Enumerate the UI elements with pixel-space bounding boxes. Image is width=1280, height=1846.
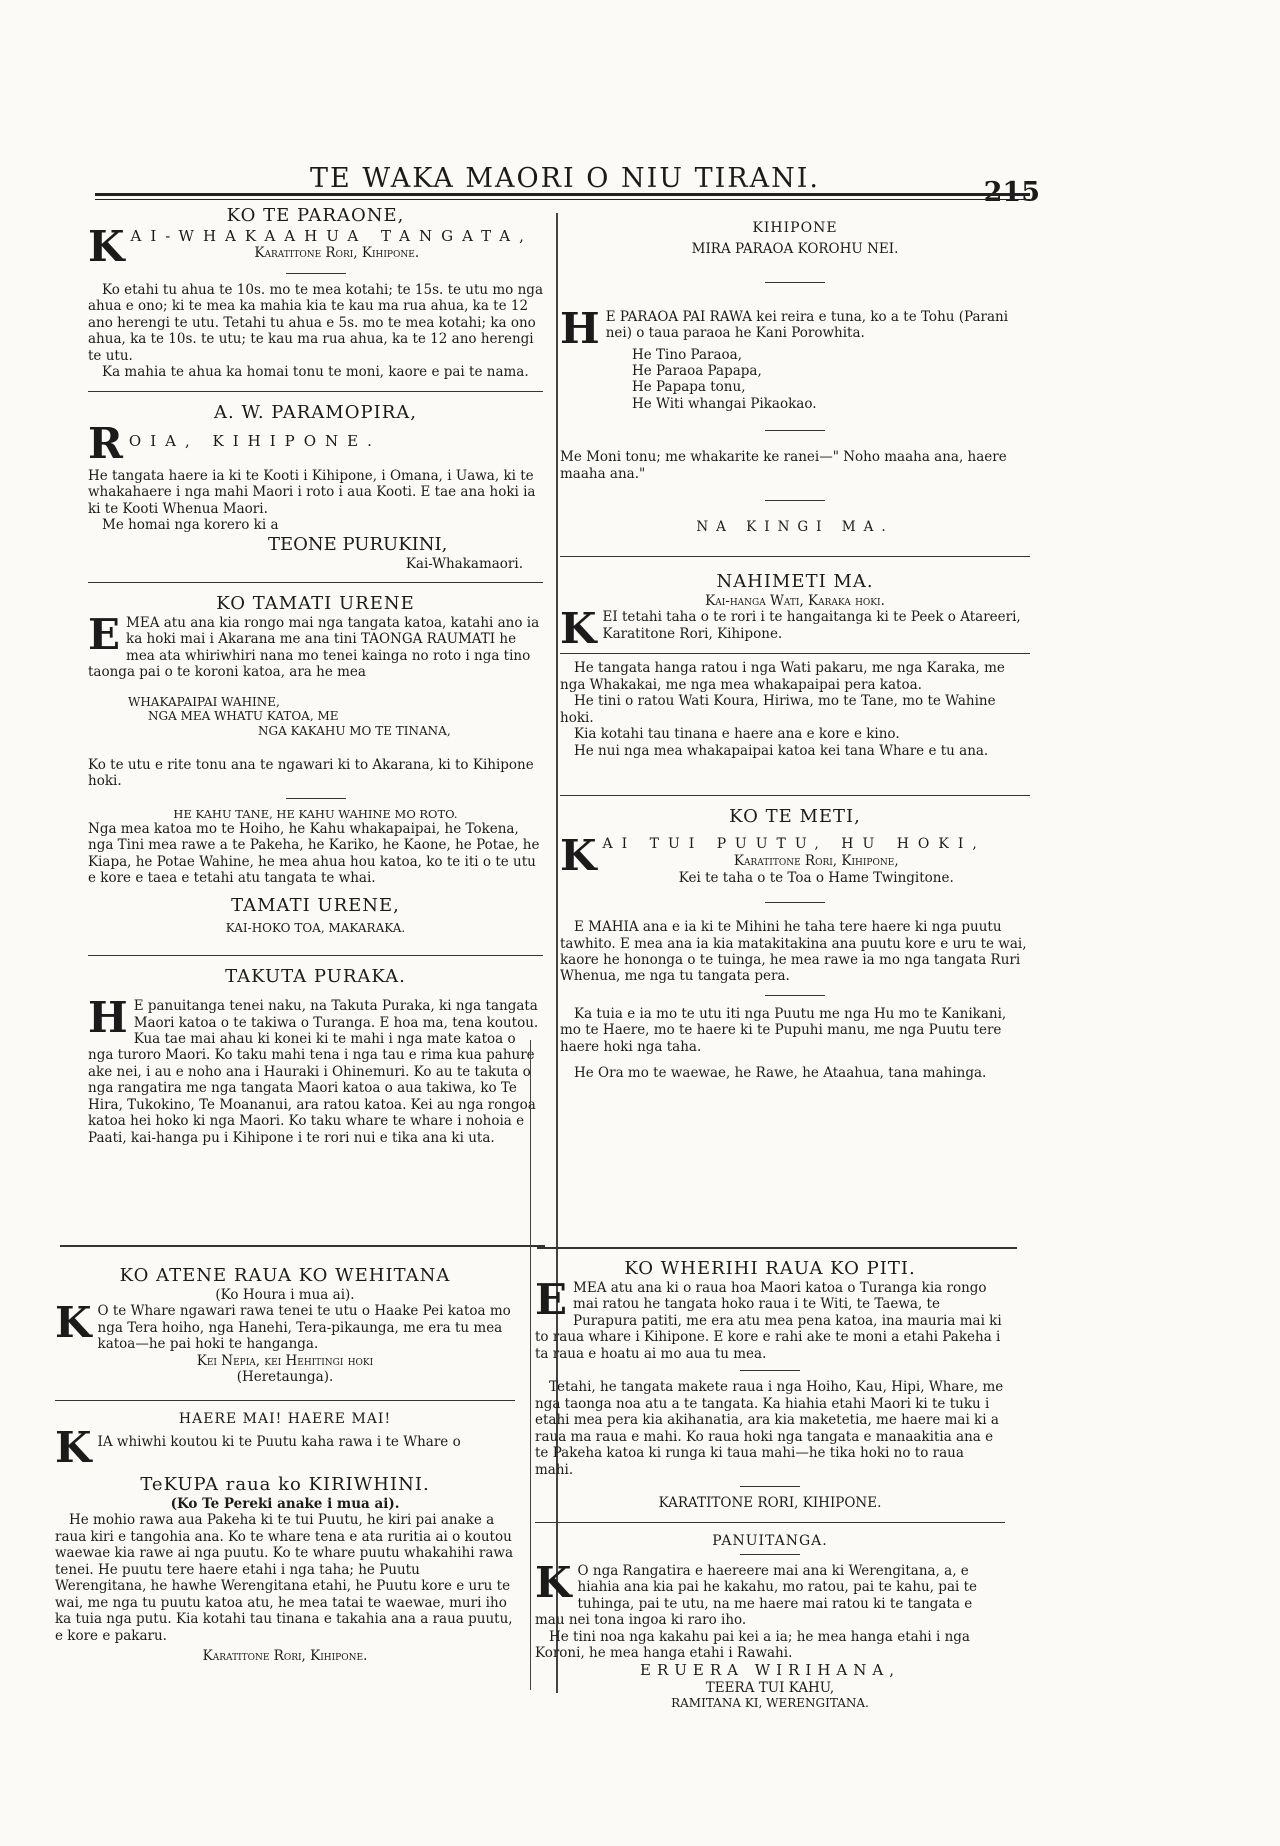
drop-cap: E (88, 614, 121, 659)
ad-heading: KO TAMATI URENE (216, 593, 415, 615)
list-item: He Paraoa Papapa, (632, 363, 762, 380)
ad-place: KARATITONE RORI, KIHIPONE. (658, 1495, 882, 1512)
ad-subline: OIA, KIHIPONE. (128, 431, 381, 450)
ad-heading: HAERE MAI! HAERE MAI! (178, 1410, 392, 1427)
ad-subheading: (Ko Te Pereki anake i mua ai). (170, 1495, 400, 1512)
flour-list (560, 347, 1030, 413)
drop-cap: K (55, 1303, 92, 1348)
ad-place: Kei Nepia, kei Hehitingi hoki (196, 1352, 374, 1369)
section-rule (88, 391, 543, 392)
ad-body: He tini o ratou Wati Koura, Hiriwa, mo te Tane, mo te Wahine hoki. (560, 693, 996, 726)
ad-signer: NA KINGI MA. (696, 519, 894, 536)
ad-body: He tini noa nga kakahu pai kei a ia; he mea hanga etahi i nga Koroni, he mea hanga etahi i Rawahi. (535, 1628, 970, 1661)
short-rule (286, 798, 346, 799)
ad-place: RAMITANA KI, WERENGITANA. (671, 1696, 869, 1711)
ad-body: MEA atu ana kia rongo mai nga tangata katoa, katahi ano ia ka hoki mai i Akarana me ana tini TAONGA RAUMATI he mea ata whiriwhiri nana mo tenei kainga no roto i nga tino taonga pai o te koroni katoa, ara he mea (88, 614, 540, 681)
lower-right-column (535, 1258, 1005, 1721)
ad-body: Ka mahia te ahua ka homai tonu te moni, kaore e pai te nama. (102, 364, 529, 381)
section-rule (88, 955, 543, 956)
ad-signer-role: Kai-Whakamaori. (405, 555, 523, 572)
ad-body: He Ora mo te waewae, he Rawe, he Ataahua, tana mahinga. (574, 1065, 987, 1082)
ad-paramopira (88, 402, 543, 583)
drop-cap: K (560, 609, 597, 648)
ad-body: Ka tuia e ia mo te utu iti nga Puutu me nga Hu mo te Kanikani, mo te Haere, mo te haere ki te Pupuhi manu, me nga Puutu tere haere hoki nga taha. (560, 1005, 1007, 1055)
drop-cap: R (88, 423, 123, 462)
drop-cap: H (560, 308, 600, 347)
ad-heading: A. W. PARAMOPIRA, (214, 401, 417, 423)
ad-panui (535, 1533, 1005, 1711)
ad-urene (88, 593, 543, 956)
drop-cap: K (88, 226, 125, 265)
ad-signer: TEONE PURUKINI, (268, 533, 448, 555)
header-rule-thin (95, 199, 1030, 200)
ad-puraka (88, 966, 543, 1146)
ad-list-item: WHAKAPAIPAI WAHINE, (128, 694, 280, 709)
drop-cap: K (535, 1562, 572, 1607)
short-rule (740, 1554, 800, 1555)
ad-werihi (535, 1258, 1005, 1523)
section-rule (60, 1245, 545, 1247)
ad-address: Karatitone Rori, Kihipone. (254, 245, 420, 262)
ad-heading: NAHIMETI MA. (716, 570, 874, 592)
ad-body: EI tetahi taha o te rori i te hangaitanga ki te Peek o Atareeri, Karatitone Rori, Kihipone. (602, 609, 1021, 642)
drop-cap: E (535, 1279, 568, 1324)
section-rule (55, 1400, 515, 1401)
short-rule (765, 500, 825, 501)
ad-signer-role: TEERA TUI KAHU, (705, 1679, 835, 1696)
ad-place: Karatitone Rori, Kihipone. (202, 1648, 368, 1665)
ad-signer: TeKUPA raua ko KIRIWHINI. (140, 1473, 430, 1495)
ad-heading: KO WHERIHI RAUA KO PITI. (624, 1258, 916, 1279)
drop-cap: H (88, 998, 128, 1043)
ad-kupa (55, 1411, 515, 1665)
short-rule (740, 1486, 800, 1487)
ad-subheading: (Ko Houra i mua ai). (215, 1286, 355, 1303)
lower-left-column (55, 1265, 515, 1674)
ad-list-item: NGA MEA WHATU KATOA, ME (148, 709, 339, 724)
newspaper-title: TE WAKA MAORI O NIU TIRANI. (310, 163, 820, 194)
drop-cap: K (55, 1427, 92, 1466)
ad-body: E panuitanga tenei naku, na Takuta Puraka, ki nga tangata Maori katoa o te takiwa o Turanga. E hoa ma, tena koutou. Kua tae mai ahau ki konei ki te mahi i nga mate katoa o nga turoro Maori. Ko taku mahi tena i nga tau e rima kua pahure ake nei, i au e noho ana i Hauraki i Ohinemuri. Ko au te takuta o nga rangatira me nga tangata Maori katoa o aua takiwa, ko Te Hira, Tukokino, Te Moananui, ara ratou katoa. Kei au nga rongoa katoa hei hoko ki nga Maori. Ko taku whare te whare i nohoia e Paati, kai-hanga pu i Kihipone i te rori nui e tika ana ki uta. (88, 998, 539, 1146)
section-rule (560, 653, 1030, 654)
ad-body: Ko te utu e rite tonu ana te ngawari ki to Akarana, ki to Kihipone hoki. (88, 756, 534, 790)
section-rule (560, 556, 1030, 557)
page-number: 215 (983, 177, 1040, 208)
column-divider-lower (530, 1040, 531, 1690)
header-rule (95, 193, 1030, 196)
ad-body: O te Whare ngawari rawa tenei te utu o Haake Pei katoa mo nga Tera hoiho, nga Hanehi, Tera-pikaunga, me era tu mea katoa—he pai hoki te hanganga. (97, 1303, 511, 1353)
ad-heading: KO TE METI, (729, 806, 861, 828)
list-item: He Witi whangai Pikaokao. (632, 395, 817, 412)
ad-subline: AI-WHAKAAHUA TANGATA, (130, 226, 533, 245)
ad-address: Kei te taha o te Toa o Hame Twingitone. (678, 869, 954, 886)
short-rule (765, 430, 825, 431)
ad-body: IA whiwhi koutou ki te Puutu kaha rawa i te Whare o (97, 1433, 461, 1450)
ad-body: E PARAOA PAI RAWA kei reira e tuna, ko a te Tohu (Parani nei) o taua paraoa he Kani Porowhita. (605, 308, 1009, 342)
ad-heading: PANUITANGA. (712, 1532, 828, 1549)
ad-body: Tetahi, he tangata makete raua i nga Hoiho, Kau, Hipi, Whare, me nga taonga noa atu a te tangata. Ka hiahia etahi Maori ki te tuku i etahi mea pera kia akihanatia, ara kia maketetia, me haere mai ki a raua ma raua e mahi. Ko raua hoki nga tangata e manaakitia ana e te Pakeha katoa ki runga ki taua mahi—he tika hoki no to raua mahi. (535, 1379, 1004, 1478)
section-rule (537, 1247, 1017, 1249)
ad-meti (560, 806, 1030, 1082)
left-column (88, 205, 543, 1156)
ad-body: He nui nga mea whakapaipai katoa kei tana Whare e tu ana. (574, 742, 989, 759)
section-rule (535, 1522, 1005, 1523)
list-item: He Tino Paraoa, (632, 346, 742, 363)
ad-body: Me Moni tonu; me whakarite ke ranei—" Noho maaha ana, haere maaha ana." (560, 449, 1007, 482)
ad-body: E MAHIA ana e ia ki te Mihini he taha tere haere ki nga puutu tawhito. E mea ana ia kia matakitakina ana puutu kore e uru te wai, kaore he hononga o te tuinga, he mea rawe ia mo nga tangata Ruri Whenua, me nga tu tangata pera. (560, 919, 1027, 985)
ad-address: Karatitone Rori, Kihipone, (733, 853, 899, 870)
ad-body: Ko etahi tu ahua te 10s. mo te mea kotahi; te 15s. te utu mo nga ahua e ono; ki te mea ka mahia kia te kau ma rua ahua, ka te 12 ano herengi te utu. Tetahi tu ahua e 5s. mo te mea kotahi; ka ono ahua, ka te 10s. te utu; te kau ma rua ahua, ka te 12 ano herengi te utu. (88, 281, 543, 364)
ad-body: Me homai nga korero ki a (102, 517, 279, 534)
ad-subline: AI TUI PUUTU, HU HOKI, (602, 836, 986, 853)
right-column (560, 220, 1030, 1092)
ad-body: He tangata haere ia ki te Kooti i Kihipone, i Omana, i Uawa, ki te whakahaere i nga mahi Maori i roto i aua Kooti. E tae ana hoki ia ki te Kooti Whenua Maori. (88, 467, 536, 517)
ad-kihipone (560, 220, 1030, 557)
list-item: He Papapa tonu, (632, 379, 746, 396)
ad-subheading: HE KAHU TANE, HE KAHU WAHINE MO ROTO. (173, 806, 458, 821)
ad-signer: ERUERA WIRIHANA, (640, 1661, 900, 1680)
short-rule (740, 1370, 800, 1371)
ad-body: He mohio rawa aua Pakeha ki te tui Puutu, he kiri pai anake a raua kiri e tangohia ana. Ko te whare tena e ata ruritia ai o koutou waewae kia rawe ai nga puutu. Ko te whare puutu whakahihi rawa tenei. He puutu tere haere etahi i nga taha; he Puutu Werengitana, he hawhe Werengitana etahi, he Puutu kore e uru te wai, me nga tu puutu katoa atu, he mea tatai te waewae, muri iho ka tuia nga putu. Kia kotahi tau tinana e takahia ana a raua puutu, e kore e pakaru. (55, 1512, 513, 1644)
ad-body: Nga mea katoa mo te Hoiho, he Kahu whakapaipai, he Tokena, nga Tini mea rawe a te Pakeha, he Kariko, he Kaone, he Potae, he Kiapa, he Potae Wahine, he mea ahua hou katoa, ko te iti o te utu e kore e taea e tetahi atu tangata te whai. (88, 820, 540, 887)
ad-nahimeti (560, 571, 1030, 796)
ad-list-item: NGA KAKAHU MO TE TINANA, (258, 724, 451, 739)
ad-paraone (88, 205, 543, 392)
section-rule (88, 582, 543, 583)
short-rule (765, 995, 825, 996)
ad-signer-role: KAI-HOKO TOA, MAKARAKA. (225, 920, 406, 935)
short-rule (765, 902, 825, 903)
ad-heading: TAKUTA PURAKA. (225, 966, 406, 988)
ad-atene (55, 1265, 515, 1401)
short-rule (765, 282, 825, 283)
ad-subheading: Kai-hanga Wati, Karaka hoki. (705, 592, 885, 609)
drop-cap: K (560, 836, 597, 881)
ad-heading: KO ATENE RAUA KO WEHITANA (119, 1265, 451, 1286)
ad-body: MEA atu ana ki o raua hoa Maori katoa o Turanga kia rongo mai ratou he tangata hoko raua i te Witi, te Taewa, te Purapura patiti, me era atu mea pena katoa, ina mauria mai ki to raua whare i Kihipone. E kore e rahi ake te moni a etahi Pakeha i ta raua e hoatu ai mo aua tu mea. (535, 1279, 1002, 1362)
ad-body: Kia kotahi tau tinana e haere ana e kore e kino. (574, 726, 900, 743)
ad-signer: TAMATI URENE, (231, 894, 400, 916)
ad-place: (Heretaunga). (236, 1369, 334, 1386)
ad-heading: KIHIPONE (752, 220, 838, 236)
ad-body: O nga Rangatira e haereere mai ana ki Werengitana, a, e hiahia ana kia pai he kakahu, mo ratou, pai te kahu, pai te tuhinga, pai te utu, na me haere mai ratou ki te tangata e mau nei tona ingoa ki raro iho. (535, 1562, 978, 1629)
section-rule (560, 795, 1030, 796)
short-rule (286, 273, 346, 274)
masthead (95, 155, 1040, 208)
ad-heading: KO TE PARAONE, (226, 205, 405, 226)
ad-subheading: MIRA PARAOA KOROHU NEI. (691, 241, 899, 258)
ad-body: He tangata hanga ratou i nga Wati pakaru, me nga Karaka, me nga Whakakai, me nga mea whakapaipai pera katoa. (560, 660, 1005, 693)
